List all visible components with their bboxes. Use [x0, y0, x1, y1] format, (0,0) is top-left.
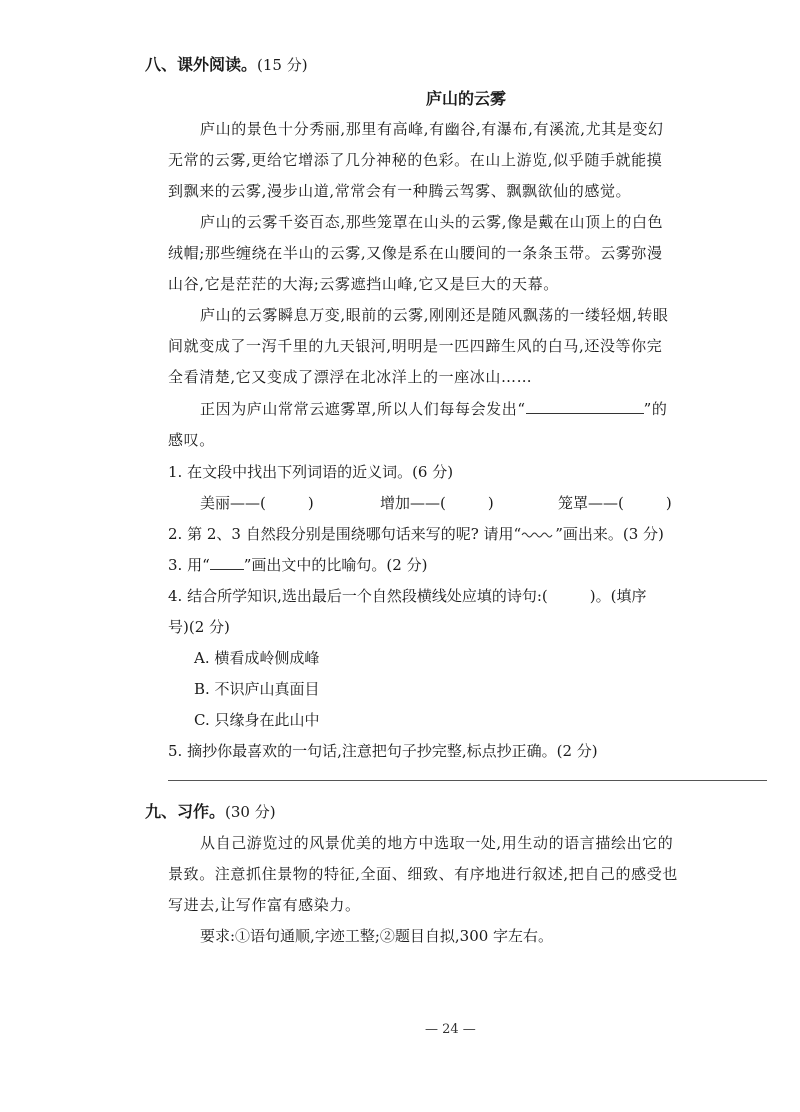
section-9-title: 九、习作。 [145, 802, 226, 821]
question-2 [168, 523, 664, 544]
essay-prompt-line: 从自己游览过的风景优美的地方中选取一处,用生动的语言描绘出它的 [200, 834, 674, 852]
passage-line: 间就变成了一泻千里的九天银河,明明是一匹四蹄生风的白马,还没等你完 [168, 337, 663, 355]
q1-word-3-label: 笼罩——( [558, 494, 624, 512]
section-8-points: (15 分) [257, 56, 308, 74]
q1-word-1 [200, 492, 314, 513]
q4-text: 4. 结合所学知识,选出最后一个自然段横线处应填的诗句:( [168, 587, 548, 605]
essay-requirement: 要求:①语句通顺,字迹工整;②题目自拟,300 字左右。 [200, 927, 554, 945]
passage-line: 到飘来的云雾,漫步山道,常常会有一种腾云驾雾、飘飘欲仙的感觉。 [168, 182, 632, 200]
q4-option-c: C. 只缘身在此山中 [194, 711, 320, 729]
passage-last-line: 感叹。 [168, 431, 215, 449]
q4-option-a: A. 横看成岭侧成峰 [194, 649, 320, 667]
page-number: — 24 — [425, 1022, 476, 1037]
passage-line: 庐山的云雾千姿百态,那些笼罩在山头的云雾,像是戴在山顶上的白色 [200, 213, 664, 231]
q1-close-2: ) [487, 494, 494, 512]
passage-last-paragraph [200, 398, 668, 419]
q2-text-end: ”画出来。(3 分) [555, 525, 664, 543]
question-1: 1. 在文段中找出下列词语的近义词。(6 分) [168, 463, 454, 481]
essay-prompt-line: 景致。注意抓住景物的特征,全面、细致、有序地进行叙述,把自己的感受也 [168, 865, 678, 883]
q3-text-end: ”画出文中的比喻句。(2 分) [243, 556, 428, 574]
section-8-heading [145, 52, 308, 75]
section-9-points: (30 分) [225, 803, 276, 821]
q1-word-1-label: 美丽——( [200, 494, 266, 512]
passage-line: 全看清楚,它又变成了漂浮在北冰洋上的一座冰山…… [168, 368, 533, 386]
passage-line: 庐山的景色十分秀丽,那里有高峰,有幽谷,有瀑布,有溪流,尤其是变幻 [200, 120, 664, 138]
q1-word-3 [558, 492, 672, 513]
passage-title: 庐山的云雾 [426, 89, 507, 108]
q1-close-3: ) [665, 494, 672, 512]
passage-line: 无常的云雾,更给它增添了几分神秘的色彩。在山上游览,似乎随手就能摸 [168, 151, 663, 169]
question-3 [168, 554, 427, 575]
q1-word-2 [380, 492, 494, 513]
wavy-underline-icon [521, 529, 555, 539]
essay-prompt-line: 写进去,让写作富有感染力。 [168, 896, 361, 914]
passage-line: 庐山的云雾瞬息万变,眼前的云雾,刚刚还是随风飘荡的一缕轻烟,转眼 [200, 306, 669, 324]
section-8-title: 八、课外阅读。 [145, 55, 258, 74]
q1-word-2-label: 增加——( [380, 494, 446, 512]
question-4 [168, 585, 646, 606]
question-4-line-2: 号)(2 分) [168, 618, 230, 636]
straight-underline-icon [210, 557, 244, 570]
last-para-end: ”的 [643, 400, 668, 418]
last-para-text: 正因为庐山常常云遮雾罩,所以人们每每会发出“ [200, 400, 526, 418]
section-9-heading [145, 799, 276, 822]
passage-line: 山谷,它是茫茫的大海;云雾遮挡山峰,它又是巨大的天幕。 [168, 275, 559, 293]
q4-text-end: )。(填序 [589, 587, 647, 605]
answer-blank[interactable] [526, 399, 644, 414]
question-5: 5. 摘抄你最喜欢的一句话,注意把句子抄完整,标点抄正确。(2 分) [168, 742, 598, 760]
q5-answer-line[interactable] [168, 780, 767, 781]
q1-close-1: ) [307, 494, 314, 512]
passage-line: 绒帽;那些缠绕在半山的云雾,又像是系在山腰间的一条条玉带。云雾弥漫 [168, 244, 663, 262]
q2-text: 2. 第 2、3 自然段分别是围绕哪句话来写的呢? 请用“ [168, 525, 522, 543]
q3-text: 3. 用“ [168, 556, 210, 574]
q4-option-b: B. 不识庐山真面目 [194, 680, 320, 698]
